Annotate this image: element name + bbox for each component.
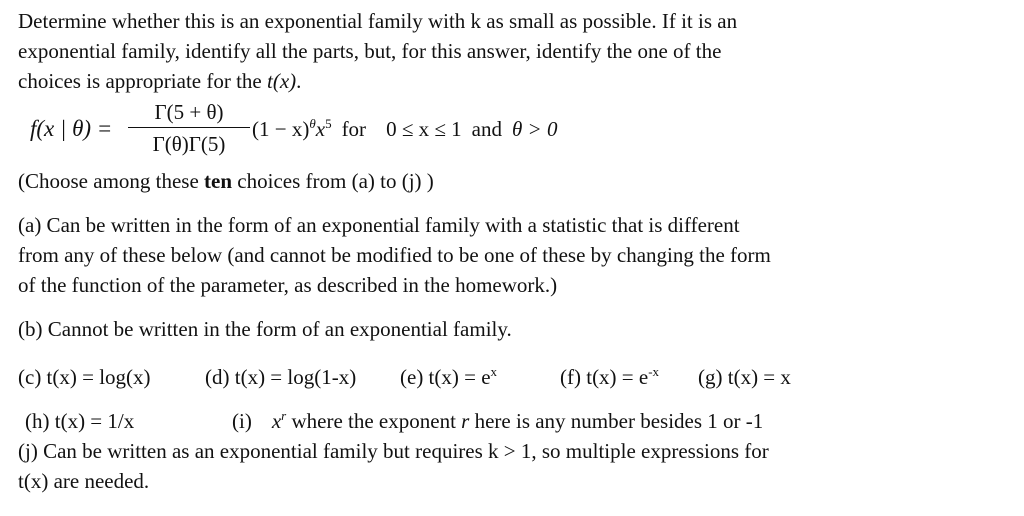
choice-a-line-2: from any of these below (and cannot be modified to be one of these by changing the form: [18, 243, 771, 267]
intro-line-2: exponential family, identify all the parts, but, for this answer, identify the one of the: [18, 39, 722, 63]
choice-c: (c) t(x) = log(x): [18, 365, 151, 389]
choose-line: [18, 166, 434, 196]
choice-f-exp: -x: [648, 364, 660, 379]
formula-lhs: f(x | θ) =: [30, 116, 113, 141]
density-formula: [30, 98, 730, 162]
choice-j-line-2: t(x) are needed.: [18, 469, 150, 493]
formula-and: and: [471, 117, 502, 141]
choice-f: (f) $t(x) = e^{-x}$: [560, 364, 660, 389]
formula-domain-x: 0 ≤ x ≤ 1: [386, 117, 462, 141]
intro-line-1: Determine whether this is an exponential family with k as small as possible. If it is an: [18, 9, 738, 33]
choice-j-line-1: (j) Can be written as an exponential family but requires k > 1, so multiple expressions for: [18, 439, 769, 463]
choice-h: (h) t(x) = 1/x: [25, 409, 135, 433]
formula-domain-theta: θ > 0: [511, 117, 558, 141]
choice-i-r: r: [461, 409, 470, 433]
fraction-bar: [128, 127, 250, 128]
choice-a-line-1: (a) Can be written in the form of an exponential family with a statistic that is different: [18, 213, 740, 237]
formula-x: x: [315, 117, 326, 141]
formula-exp-5: 5: [325, 116, 332, 131]
intro-line-3-prefix: choices is appropriate for the: [18, 69, 267, 93]
choice-i: (i) $x^r$ where the exponent r here is any number besides 1 or -1: [232, 408, 764, 433]
choice-i-exp: r: [281, 408, 287, 423]
intro-tx: t(x): [267, 69, 297, 93]
choice-i-label: (i): [232, 409, 252, 433]
formula-exp-theta: θ: [309, 116, 316, 131]
choice-g: (g) t(x) = x: [698, 365, 791, 389]
choose-prefix: (Choose among these: [18, 169, 205, 193]
formula-rhs: [252, 114, 557, 144]
formula-body: (1 − x): [252, 117, 310, 141]
formula-denominator: Γ(θ)Γ(5): [152, 132, 226, 156]
choose-bold: ten: [204, 169, 233, 193]
choice-b: (b) Cannot be written in the form of an exponential family.: [18, 317, 512, 341]
choice-e-exp: x: [490, 364, 498, 379]
choose-suffix: choices from (a) to (j) ): [232, 169, 434, 193]
choice-d: (d) t(x) = log(1-x): [205, 365, 357, 389]
choice-i-x: x: [271, 409, 282, 433]
intro-line-3: [18, 66, 301, 96]
choice-a-line-3: of the function of the parameter, as described in the homework.): [18, 273, 558, 297]
intro-line-3-suffix: .: [296, 69, 302, 93]
formula-fraction: [128, 98, 250, 158]
formula-for: for: [341, 117, 367, 141]
formula-numerator: Γ(5 + θ): [154, 100, 224, 124]
choice-e: (e) $t(x) = e^x$: [400, 364, 498, 389]
